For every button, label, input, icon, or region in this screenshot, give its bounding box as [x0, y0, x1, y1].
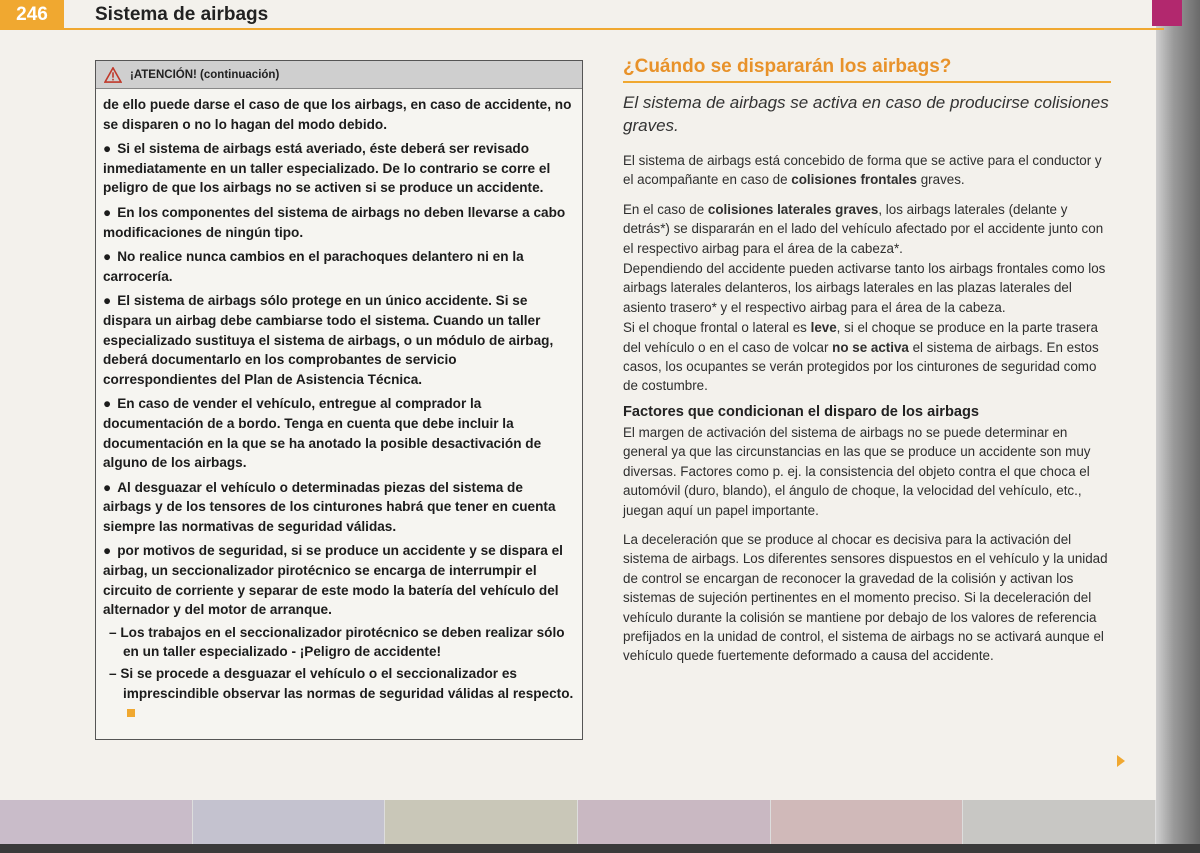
page-edge-shadow	[1156, 0, 1200, 853]
right-column	[623, 56, 1111, 674]
paragraph: El margen de activación del sistema de airbags no se puede determinar en general ya que las circunstancias en las que se produce un accidente son muy diversas. Factores como p. ej. la consistencia del objeto contra el que choca el automóvil (duro, blando), el ángulo de choque, la velocidad del vehículo, etc., juegan aquí un papel importante.	[623, 424, 1091, 518]
end-mark-icon	[127, 709, 135, 717]
bullet-icon: ●	[103, 204, 112, 220]
bullet-icon: ●	[103, 479, 112, 495]
band-segment	[0, 800, 193, 844]
warning-bullet: ● No realice nunca cambios en el parachoques delantero ni en la carrocería.	[103, 249, 524, 284]
continue-arrow-icon	[1117, 755, 1125, 767]
bullet-icon: ●	[103, 249, 112, 265]
warning-bullet: ● En los componentes del sistema de airbags no deben llevarse a cabo modificaciones de ningún tipo.	[103, 204, 566, 240]
bullet-icon: ●	[103, 396, 112, 412]
paragraph: La deceleración que se produce al chocar es decisiva para la activación del sistema de airbags. Los diferentes sensores dispuestos en el vehículo y la unidad de control se encargan de reconocer la gravedad de la colisión y activan los sistemas de sujeción pertinentes en el momento preciso. Si la deceleración del vehículo durante la colisión se mantiene por debajo de los valores de referencia prefijados en la unidad de control, el sistema de airbags no se activará aunque el vehículo quede fuertemente deformado a causa del accidente.	[623, 531, 1108, 664]
bullet-icon: ●	[103, 141, 112, 157]
warning-bullet: ● El sistema de airbags sólo protege en un único accidente. Si se dispara un airbag debe cambiarse todo el sistema. Cuando un taller especializado sustituya el sistema de airbags, o un módulo de airbag, deberá documentarlo en los comprobantes de servicio correspondientes del Plan de Asistencia Técnica.	[103, 293, 554, 387]
warning-bullet: ● por motivos de seguridad, si se produce un accidente y se dispara el airbag, un seccionalizador pirotécnico se encarga de interrumpir el circuito de corriente y separar de este modo la batería del vehículo del alternador y del motor de arranque.	[103, 543, 563, 618]
warning-bullet: ● Al desguazar el vehículo o determinadas piezas del sistema de airbags y de los tensores de los cinturones habrá que tener en cuenta siempre las normativas de seguridad válidas.	[103, 479, 556, 534]
paragraph: Dependiendo del accidente pueden activarse tanto los airbags frontales como los airbags laterales delanteros, los airbags laterales en las plazas laterales del asiento trasero* y el respectivo airbag para el área de la cabeza.	[623, 261, 1106, 315]
bottom-edge	[0, 844, 1200, 853]
bullet-icon: ●	[103, 293, 112, 309]
band-segment	[771, 800, 964, 844]
warning-dash-item: – Si se procede a desguazar el vehículo o el seccionalizador es imprescindible observar las normas de seguridad válidas al respecto.	[103, 664, 574, 723]
header-rule	[64, 28, 1164, 30]
warning-dash-item: – Los trabajos en el seccionalizador pirotécnico se deben realizar sólo en un taller especializado - ¡Peligro de accidente!	[109, 624, 565, 660]
warning-box	[95, 60, 583, 740]
chapter-title: Sistema de airbags	[95, 4, 269, 25]
warning-title: ¡ATENCIÓN! (continuación)	[130, 68, 280, 81]
warning-bullet: ● Si el sistema de airbags está averiado, éste deberá ser revisado inmediatamente en un taller especializado. De lo contrario se corre el peligro de que los airbags no se activen si se produce un accidente.	[103, 141, 551, 196]
band-segment	[193, 800, 386, 844]
band-segment	[385, 800, 578, 844]
warning-triangle-icon	[104, 67, 122, 83]
paragraph: En el caso de colisiones laterales graves, los airbags laterales (delante y detrás*) se dispararán en el lado del vehículo afectado por el accidente junto con el respectivo airbag para el área de la cabeza*.	[623, 201, 1104, 256]
warning-body	[96, 89, 582, 723]
thumb-tab	[1152, 0, 1182, 26]
paragraph: Si el choque frontal o lateral es leve, si el choque se produce en la parte trasera del vehículo o en el caso de volcar no se activa el sistema de airbags. En estos casos, los ocupantes se verán protegidos por los cinturones de seguridad como de costumbre.	[623, 320, 1099, 394]
warning-header	[96, 61, 582, 89]
band-segment	[578, 800, 771, 844]
section-intro: El sistema de airbags se activa en caso de producirse colisiones graves.	[623, 93, 1109, 135]
warning-paragraph: de ello puede darse el caso de que los airbags, en caso de accidente, no se disparen o no lo hagan del modo debido.	[103, 97, 572, 132]
page-number: 246	[0, 0, 64, 30]
subheading: Factores que condicionan el disparo de los airbags	[623, 403, 980, 420]
band-segment	[963, 800, 1156, 844]
bullet-icon: ●	[103, 543, 112, 559]
warning-bullet: ● En caso de vender el vehículo, entregue al comprador la documentación de a bordo. Tenga en cuenta que debe incluir la documentación en la que se ha anotado la posible desactivación de alguno de los airbags.	[103, 396, 542, 471]
bottom-bleed-band	[0, 800, 1156, 844]
paragraph: El sistema de airbags está concebido de forma que se active para el conductor y el acompañante en caso de colisiones frontales graves.	[623, 153, 1102, 188]
section-title: ¿Cuándo se dispararán los airbags?	[623, 56, 1111, 83]
